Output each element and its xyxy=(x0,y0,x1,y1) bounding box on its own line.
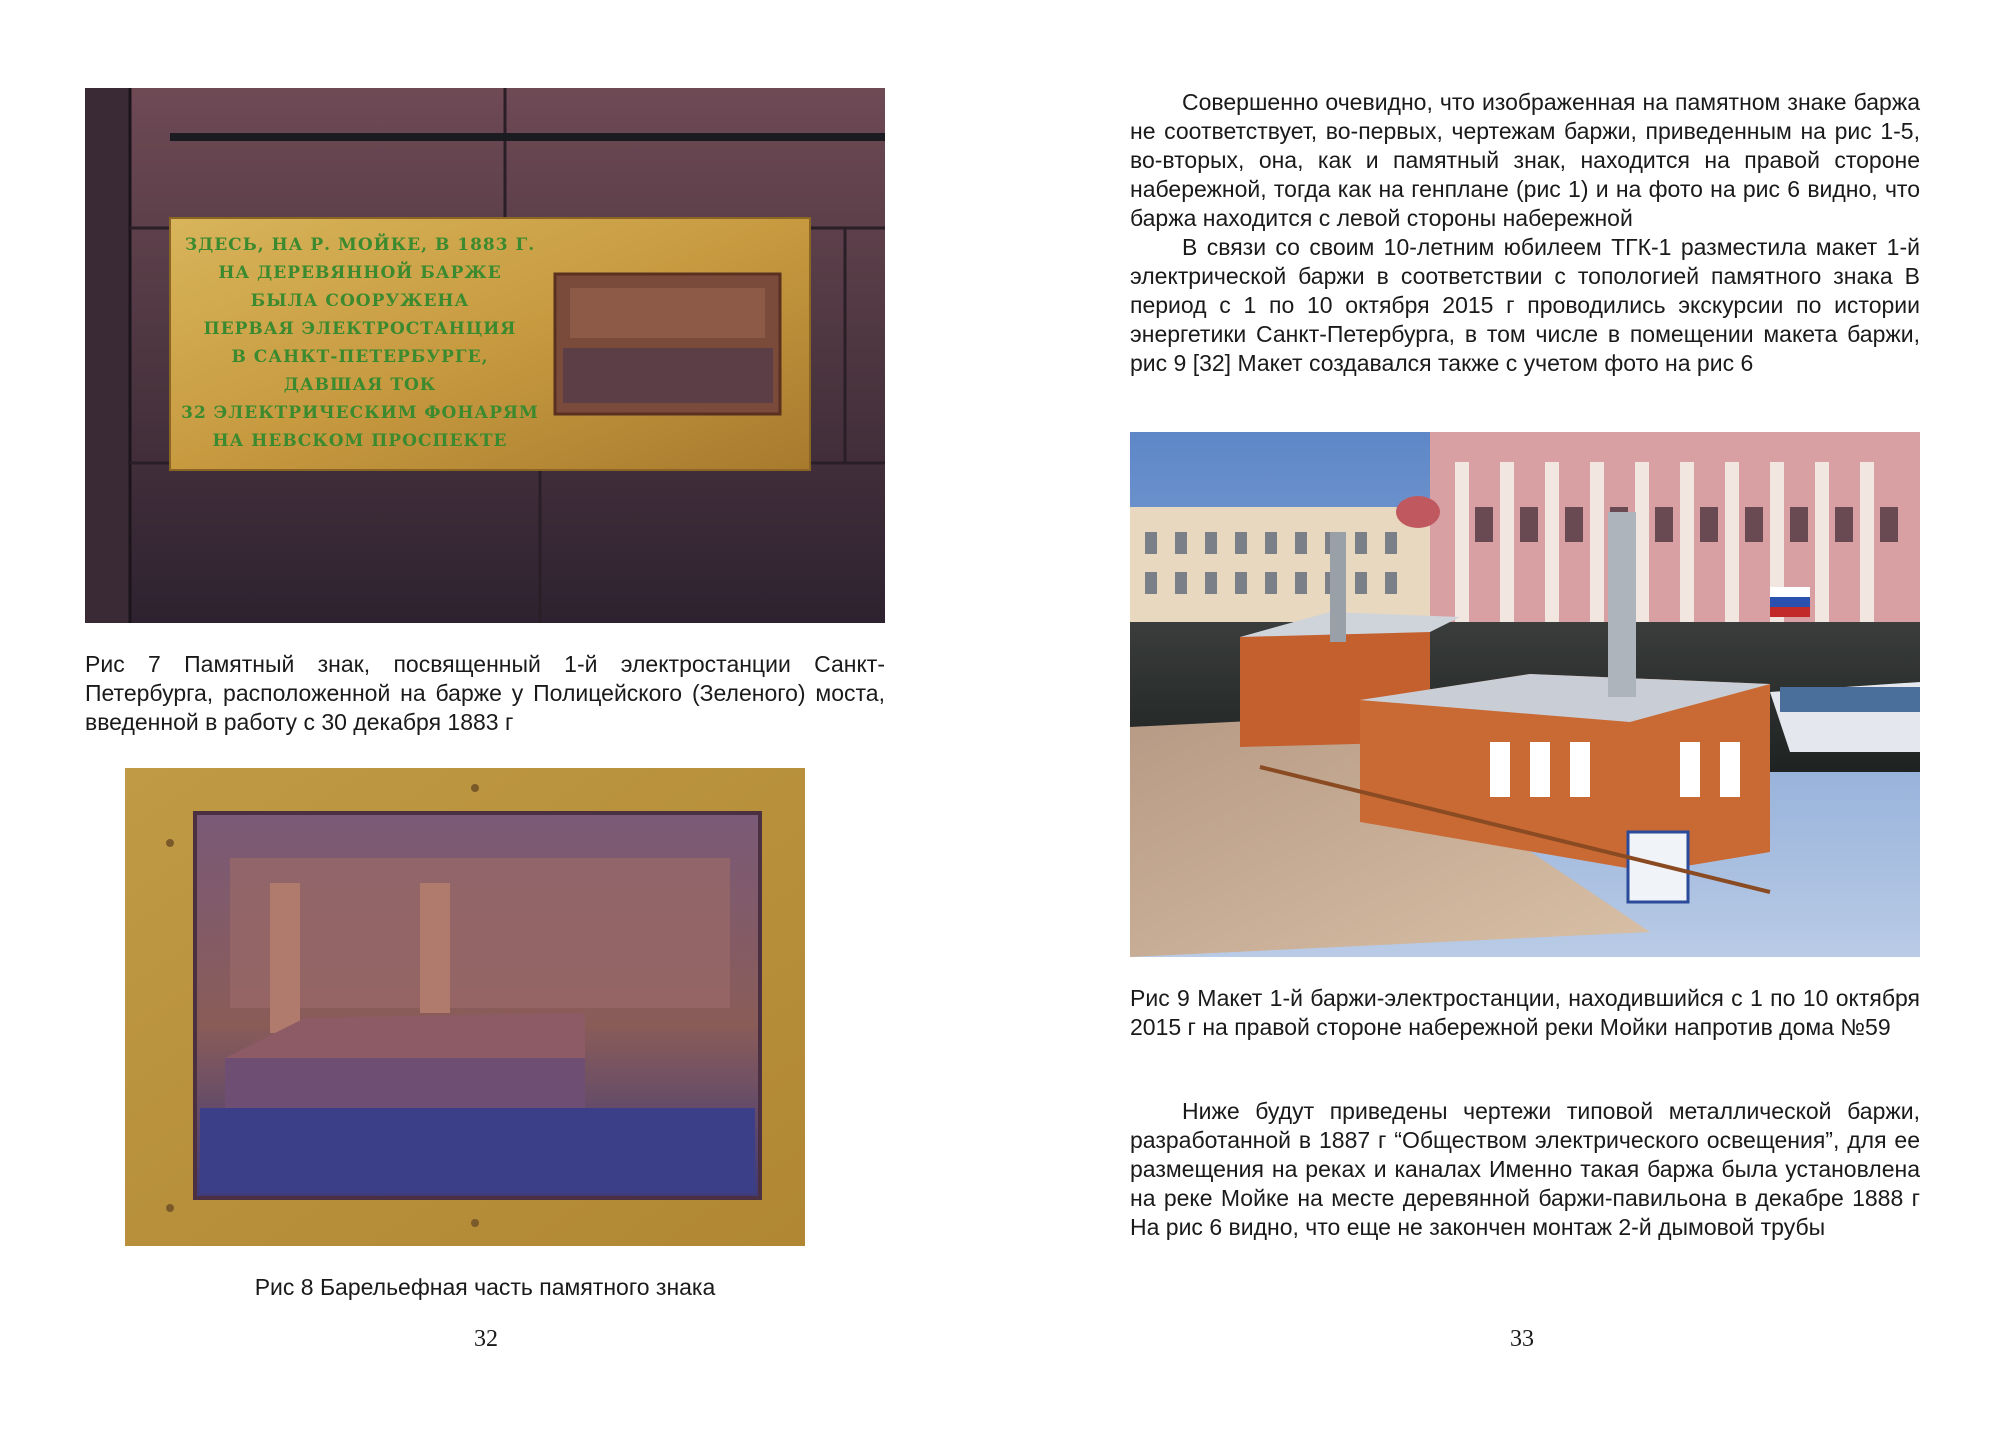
closing-text xyxy=(1130,1097,1920,1242)
plaque-line-6: ДАВШАЯ ТОК xyxy=(283,375,437,395)
fig9-barge-model-photo xyxy=(1130,432,1920,957)
fig7-plaque-photo xyxy=(85,88,885,623)
plaque-line-4: ПЕРВАЯ ЭЛЕКТРОСТАНЦИЯ xyxy=(203,319,517,339)
plaque-line-2: НА ДЕРЕВЯННОЙ БАРЖЕ xyxy=(218,263,502,283)
page-number-right: 33 xyxy=(1510,1326,1534,1352)
closing-paragraph: Ниже будут приведены чертежи типовой металлической баржи, разработанной в 1887 г “Обществом электрического освещения”, для ее размещения на реках и каналах Именно такая баржа была установлена на реке Мойке на месте деревянной баржи-павильона в декабре 1888 г На рис 6 видно, что еще не закончен монтаж 2-й дымовой трубы xyxy=(1130,1098,1920,1240)
plaque-line-1: ЗДЕСЬ, НА Р. МОЙКЕ, В 1883 Г. xyxy=(184,235,536,255)
fig8-caption: Рис 8 Барельефная часть памятного знака xyxy=(254,1274,716,1300)
paragraph-2: В связи со своим 10-летним юбилеем ТГК-1 разместила макет 1-й электрической баржи в соответствии с топологией памятного знака В период с 1 по 10 октября 2015 г проводились экскурсии по истории энергетики Санкт-Петербурга, в том числе в помещении макета баржи, рис 9 [32] Макет создавался также с учетом фото на рис 6 xyxy=(1130,234,1920,376)
plaque-line-3: БЫЛА СООРУЖЕНА xyxy=(250,291,470,311)
plaque-line-5: В САНКТ-ПЕТЕРБУРГЕ, xyxy=(231,347,489,367)
right-page xyxy=(1000,0,2000,1446)
intro-text xyxy=(1130,88,1920,378)
plaque-line-8: НА НЕВСКОМ ПРОСПЕКТЕ xyxy=(212,431,508,451)
fig8-bas-relief-photo xyxy=(125,768,845,1246)
paragraph-1: Совершенно очевидно, что изображенная на памятном знаке баржа не соответствует, во-первых, чертежам баржи, приведенным на рис 1-5, во-вторых, она, как и памятный знак, находится на правой стороне набережной, тогда как на генплане (рис 1) и на фото на рис 6 видно, что баржа находится с левой стороны набережной xyxy=(1130,89,1920,231)
plaque-line-7: 32 ЭЛЕКТРИЧЕСКИМ ФОНАРЯМ xyxy=(181,403,539,423)
fig9-caption: Рис 9 Макет 1-й баржи-электростанции, находившийся с 1 по 10 октября 2015 г на правой стороне набережной реки Мойки напротив дома №59 xyxy=(1130,985,1920,1040)
fig7-caption: Рис 7 Памятный знак, посвященный 1-й электростанции Санкт-Петербурга, расположенной на барже у Полицейского (Зеленого) моста, введенной в работу с 30 декабря 1883 г xyxy=(85,651,885,735)
page-number-left: 32 xyxy=(474,1326,498,1352)
